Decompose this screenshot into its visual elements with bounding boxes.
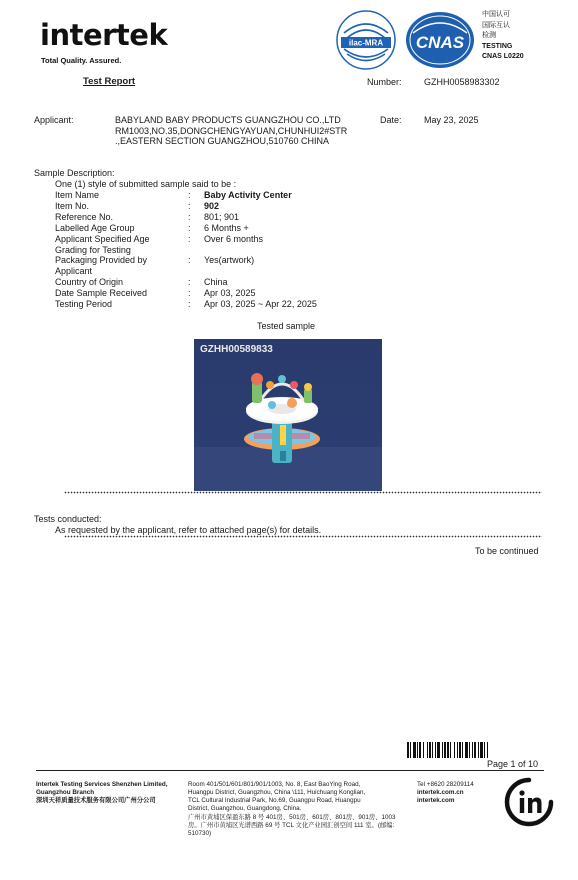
barcode-bar: [474, 742, 476, 758]
row-value: China: [204, 277, 228, 287]
report-number: GZHH0058983302: [424, 77, 500, 87]
row-colon: :: [188, 201, 191, 211]
cnas-line: 检测: [482, 32, 496, 39]
barcode-bar: [442, 742, 443, 758]
company-line: 深圳天祥质量技术服务有限公司广州分公司: [36, 797, 156, 804]
table-row: [55, 190, 475, 201]
barcode-bar: [484, 742, 485, 758]
cnas-line: 中国认可: [482, 11, 510, 18]
barcode-bar: [407, 742, 409, 758]
barcode-bar: [469, 742, 470, 758]
barcode-bar: [462, 742, 463, 758]
row-key: Date Sample Received: [55, 288, 148, 298]
tests-heading: Tests conducted:: [34, 514, 102, 524]
barcode-bar: [437, 742, 440, 758]
address-line: District, Guangzhou, Guangdong, China.: [188, 805, 302, 812]
row-value: Yes(artwork): [204, 255, 255, 265]
contact-line: intertek.com.cn: [417, 789, 464, 796]
address-line: Room 401/501/601/801/901/1003, No. 8, East BaoYing Road,: [188, 781, 361, 788]
barcode-bar: [444, 742, 446, 758]
report-date: May 23, 2025: [424, 115, 479, 125]
barcode-bar: [429, 742, 431, 758]
row-key: Testing Period: [55, 299, 113, 309]
row-colon: :: [188, 234, 191, 244]
row-key: Labelled Age Group: [55, 223, 135, 233]
barcode-bar: [454, 742, 455, 758]
table-row: [55, 288, 475, 299]
barcode-bar: [410, 742, 411, 758]
row-value: Apr 03, 2025 ~ Apr 22, 2025: [204, 299, 317, 309]
row-value: 902: [204, 201, 220, 211]
contact-line: intertek.com: [417, 797, 455, 804]
number-label: Number:: [367, 77, 402, 87]
table-row: [55, 277, 475, 288]
applicant-line: .,EASTERN SECTION GUANGZHOU,510760 CHINA: [115, 136, 330, 146]
barcode-icon: [407, 742, 543, 758]
row-colon: :: [188, 212, 191, 222]
barcode-bar: [423, 742, 424, 758]
barcode-bar: [413, 742, 416, 758]
date-label: Date:: [380, 115, 402, 125]
table-row: [55, 201, 475, 212]
ilac-mra-seal-icon: [335, 9, 397, 71]
table-row: [55, 223, 475, 234]
row-key: Item No.: [55, 201, 90, 211]
table-row: [55, 234, 475, 245]
footer-contact: [417, 781, 474, 805]
address-line: TCL Cultural Industrial Park, No.69, Guangpu Road, Huangpu: [188, 797, 361, 804]
table-row: [55, 255, 475, 266]
page-number: Page 1 of 10: [487, 759, 539, 769]
dotted-divider: [64, 535, 542, 538]
sample-details-table: [55, 190, 485, 315]
company-line: Guangzhou Branch: [36, 789, 95, 796]
address-line: 510730): [188, 830, 212, 837]
row-colon: :: [188, 190, 191, 200]
footer-address: [188, 781, 403, 838]
barcode-bar: [450, 742, 451, 758]
row-key: Grading for Testing: [55, 245, 131, 255]
continued-note: To be continued: [475, 546, 539, 556]
barcode-bar: [480, 742, 483, 758]
row-colon: :: [188, 277, 191, 287]
barcode-bar: [432, 742, 433, 758]
cnas-line: CNAS L0220: [482, 53, 524, 60]
table-row: [55, 212, 475, 223]
applicant-address: [115, 115, 347, 147]
row-key: Reference No.: [55, 212, 114, 222]
row-key: Applicant Specified Age: [55, 234, 150, 244]
row-key: Applicant: [55, 266, 93, 276]
row-value: 801; 901: [204, 212, 240, 222]
barcode-bar: [417, 742, 418, 758]
barcode-bar: [457, 742, 458, 758]
row-key: Packaging Provided by: [55, 255, 148, 265]
row-colon: :: [188, 255, 191, 265]
row-colon: :: [188, 288, 191, 298]
footer-company: [36, 781, 186, 805]
table-row: [55, 299, 475, 310]
barcode-bar: [459, 742, 461, 758]
tests-text: As requested by the applicant, refer to attached page(s) for details.: [55, 525, 322, 535]
barcode-bar: [478, 742, 479, 758]
cnas-label: CNAS: [415, 33, 465, 52]
photo-caption: Tested sample: [257, 321, 316, 331]
row-value: Apr 03, 2025: [204, 288, 256, 298]
sample-intro: One (1) style of submitted sample said to be :: [55, 179, 237, 189]
row-value: Baby Activity Center: [204, 190, 292, 200]
row-colon: :: [188, 223, 191, 233]
address-line: 广州市黄埔区保盈东路 8 号 401房、501房、601房、801房、901房、1003: [188, 814, 396, 821]
row-colon: :: [188, 299, 191, 309]
row-key: Country of Origin: [55, 277, 124, 287]
cnas-line: TESTING: [482, 42, 513, 50]
address-line: 房。广州市黄埔区光谱西路 69 号 TCL 文化产业园汇创空间 111 室。(邮编:: [188, 822, 395, 829]
intertek-roundel-icon: [503, 776, 555, 828]
row-key: Item Name: [55, 190, 100, 200]
applicant-label: Applicant:: [34, 115, 74, 125]
report-title: Test Report: [83, 76, 136, 87]
company-line: Intertek Testing Services Shenzhen Limited,: [36, 781, 168, 788]
table-row: [55, 266, 475, 277]
barcode-bar: [427, 742, 428, 758]
photo-label: GZHH00589833: [200, 344, 273, 355]
cnas-info: [482, 10, 524, 63]
row-value: Over 6 months: [204, 234, 264, 244]
footer-rule: [36, 770, 544, 771]
logo-tagline: Total Quality. Assured.: [41, 56, 122, 65]
barcode-bar: [447, 742, 449, 758]
ilac-label: ilac-MRA: [348, 38, 384, 48]
address-line: Huangpu District, Guangzhou, China \111, Huichuang Konglian,: [188, 789, 366, 796]
sample-description-heading: Sample Description:: [34, 168, 115, 178]
cnas-line: 国际互认: [482, 21, 510, 29]
barcode-bar: [472, 742, 473, 758]
contact-line: Tel +8620 28209114: [417, 781, 474, 788]
cnas-seal-icon: [405, 11, 475, 69]
barcode-bar: [487, 742, 488, 758]
barcode-bar: [465, 742, 468, 758]
applicant-line: RM1003,NO.35,DONGCHENGYAYUAN,CHUNHUI2#STR: [115, 125, 348, 136]
dotted-divider: [64, 491, 542, 494]
intertek-logo: intertek: [40, 18, 168, 52]
barcode-bar: [419, 742, 421, 758]
barcode-bar: [435, 742, 436, 758]
sample-photo: [194, 339, 382, 491]
applicant-line: BABYLAND BABY PRODUCTS GUANGZHOU CO.,LTD: [115, 115, 341, 125]
row-value: 6 Months +: [204, 223, 249, 233]
